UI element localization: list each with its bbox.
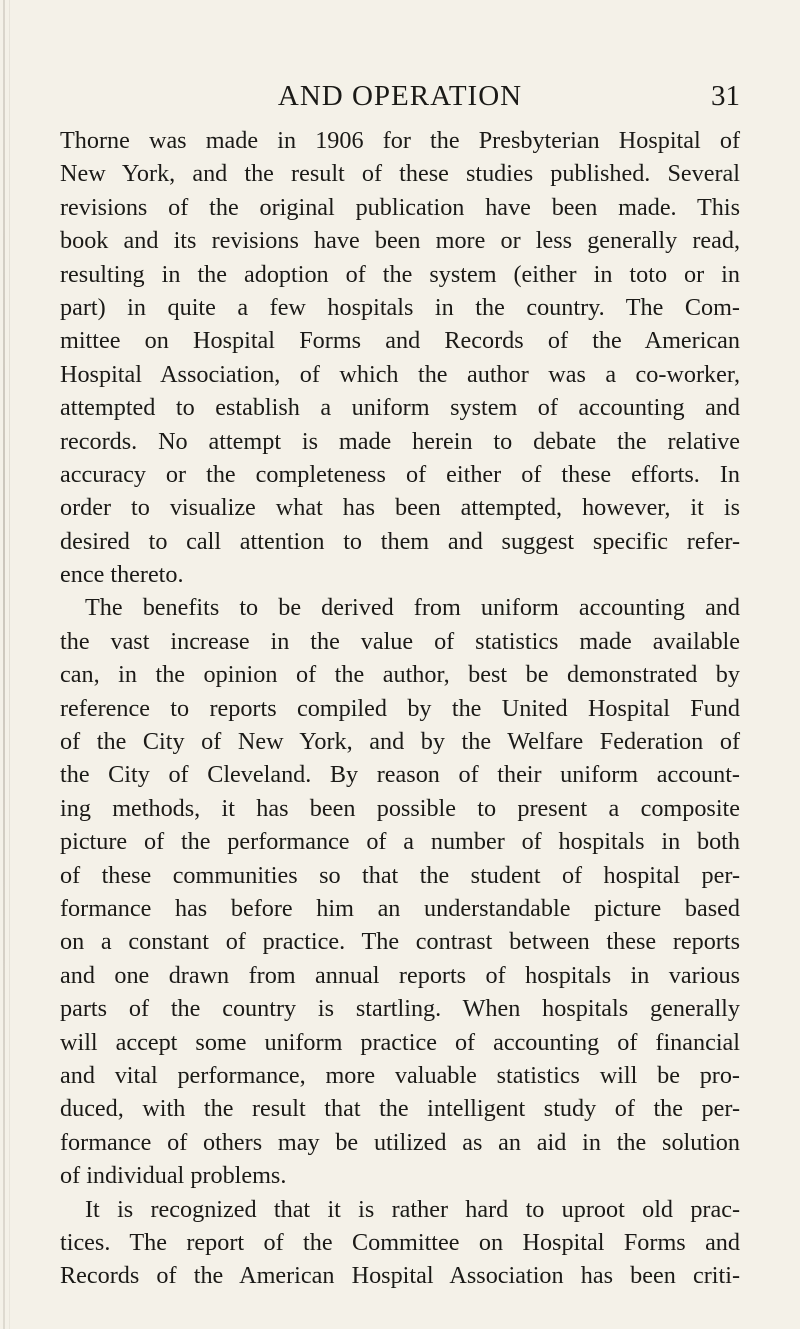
text-line: revisions of the original publication have been made. This bbox=[60, 193, 740, 221]
text-line: and one drawn from annual reports of hospitals in various bbox=[60, 961, 740, 989]
text-line: Records of the American Hospital Association has been criti- bbox=[60, 1262, 740, 1290]
text-line: ing methods, it has been possible to present a composite bbox=[60, 794, 740, 822]
text-line: part) in quite a few hospitals in the country. The Com- bbox=[60, 293, 740, 321]
running-header bbox=[0, 76, 800, 116]
text-line: can, in the opinion of the author, best be demonstrated by bbox=[60, 661, 740, 689]
text-line: Thorne was made in 1906 for the Presbyterian Hospital of bbox=[60, 127, 740, 154]
text-line: will accept some uniform practice of accounting of financial bbox=[60, 1028, 740, 1056]
text-line: the vast increase in the value of statistics made available bbox=[60, 627, 740, 655]
text-line: The benefits to be derived from uniform accounting and bbox=[85, 594, 740, 622]
text-line: the City of Cleveland. By reason of their uniform account- bbox=[60, 761, 740, 789]
text-line: book and its revisions have been more or less generally read, bbox=[60, 227, 740, 255]
running-title: AND OPERATION bbox=[277, 80, 523, 112]
text-line: picture of the performance of a number of hospitals in both bbox=[60, 828, 740, 856]
text-line: parts of the country is startling. When hospitals generally bbox=[60, 995, 740, 1023]
text-line: ence thereto. bbox=[60, 561, 184, 589]
text-line: formance has before him an understandable picture based bbox=[60, 894, 740, 922]
text-line: mittee on Hospital Forms and Records of the American bbox=[60, 327, 740, 355]
text-line: It is recognized that it is rather hard to uproot old prac- bbox=[85, 1195, 740, 1223]
paragraph bbox=[60, 124, 740, 591]
text-line: accuracy or the completeness of either of these efforts. In bbox=[60, 460, 740, 488]
body-text bbox=[60, 124, 740, 1293]
text-line: order to visualize what has been attempted, however, it is bbox=[60, 494, 740, 522]
paragraph bbox=[60, 1193, 740, 1293]
text-line: duced, with the result that the intelligent study of the per- bbox=[60, 1095, 740, 1123]
text-line: records. No attempt is made herein to debate the relative bbox=[60, 427, 740, 455]
text-line: of these communities so that the student of hospital per- bbox=[60, 861, 740, 889]
text-line: and vital performance, more valuable statistics will be pro- bbox=[60, 1061, 740, 1089]
text-line: of the City of New York, and by the Welfare Federation of bbox=[60, 728, 740, 756]
text-line: resulting in the adoption of the system (either in toto or in bbox=[60, 260, 740, 288]
text-line: New York, and the result of these studies published. Several bbox=[60, 160, 740, 188]
text-line: desired to call attention to them and suggest specific refer- bbox=[60, 527, 740, 555]
text-line: of individual problems. bbox=[60, 1162, 287, 1190]
text-line: Hospital Association, of which the author was a co-worker, bbox=[60, 360, 740, 388]
text-line: on a constant of practice. The contrast between these reports bbox=[60, 928, 740, 956]
text-line: tices. The report of the Committee on Hospital Forms and bbox=[60, 1228, 740, 1256]
page-binding-edge bbox=[3, 0, 5, 1329]
page-number: 31 bbox=[711, 80, 740, 112]
page-binding-shadow bbox=[9, 0, 10, 1329]
text-line: reference to reports compiled by the United Hospital Fund bbox=[60, 694, 740, 722]
text-line: formance of others may be utilized as an aid in the solution bbox=[60, 1128, 740, 1156]
text-line: attempted to establish a uniform system of accounting and bbox=[60, 394, 740, 422]
paragraph bbox=[60, 591, 740, 1192]
